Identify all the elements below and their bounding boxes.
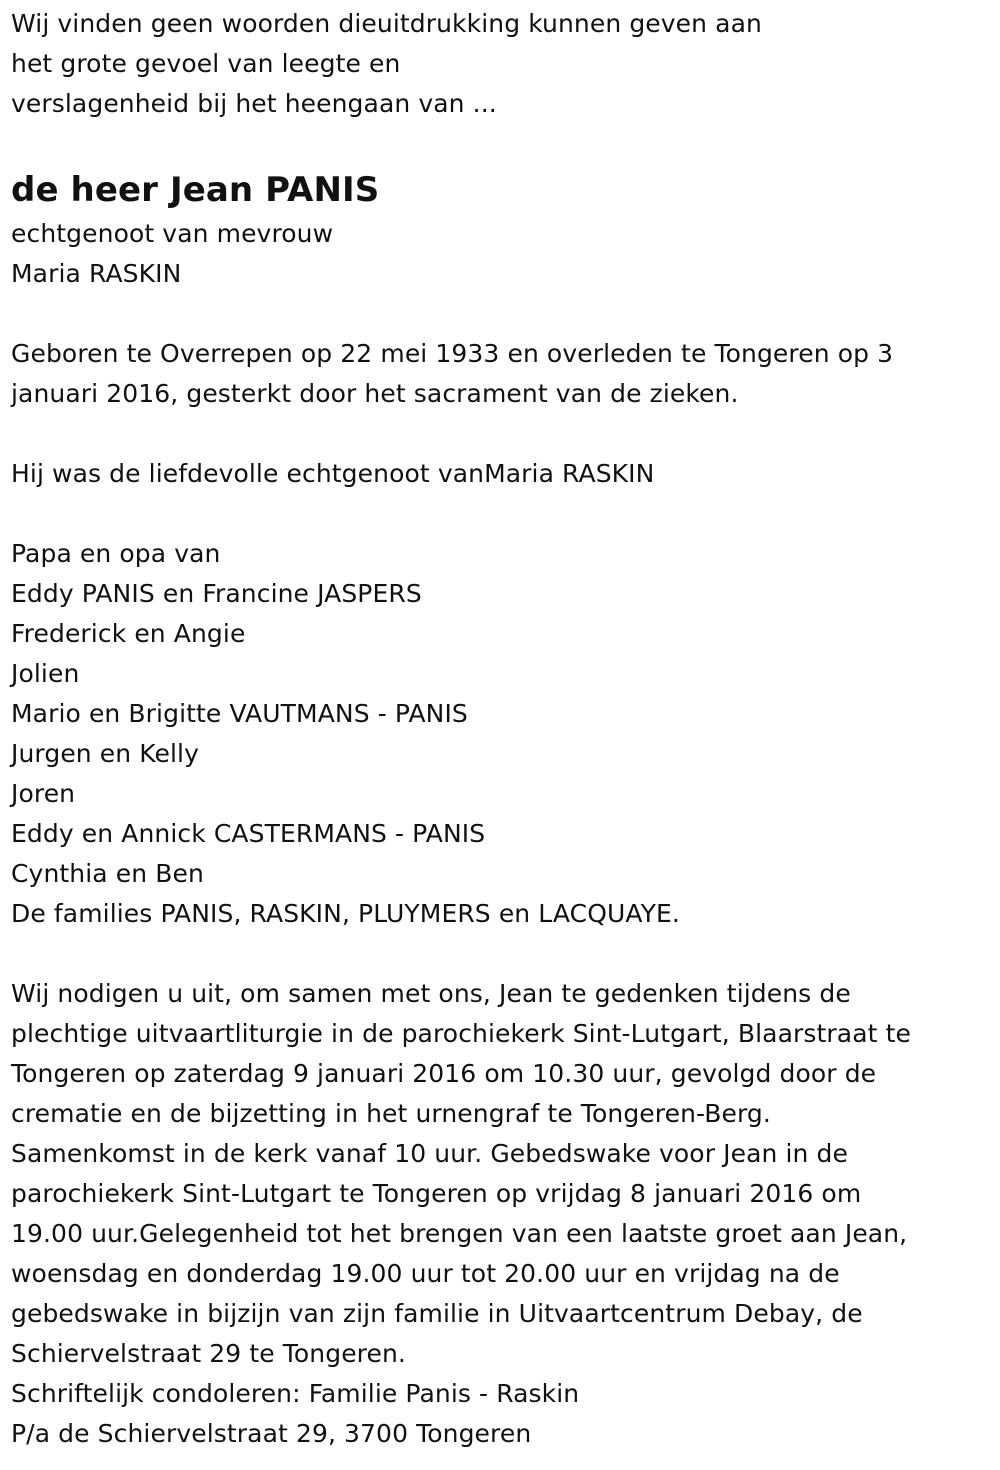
invitation-line: Samenkomst in de kerk vanaf 10 uur. Gebedswake voor Jean in de <box>11 1139 848 1168</box>
deceased-name: de heer Jean PANIS <box>11 170 380 210</box>
intro-paragraph <box>11 4 986 124</box>
invitation-line: Wij nodigen u uit, om samen met ons, Jean te gedenken tijdens de <box>11 979 851 1008</box>
invitation-line: 19.00 uur.Gelegenheid tot het brengen van een laatste groet aan Jean, <box>11 1219 908 1248</box>
family-line: Mario en Brigitte VAUTMANS - PANIS <box>11 699 468 728</box>
spacer <box>11 494 986 534</box>
intro-line: Wij vinden geen woorden dieuitdrukking kunnen geven aan <box>11 9 762 38</box>
family-line: Jurgen en Kelly <box>11 739 199 768</box>
family-line: Cynthia en Ben <box>11 859 204 888</box>
spouse-block <box>11 214 986 294</box>
spacer <box>11 934 986 974</box>
family-line: Joren <box>11 779 76 808</box>
invitation-line: woensdag en donderdag 19.00 uur tot 20.00 uur en vrijdag na de <box>11 1259 840 1288</box>
invitation-line: P/a de Schiervelstraat 29, 3700 Tongeren <box>11 1419 532 1448</box>
family-line: Papa en opa van <box>11 539 221 568</box>
invitation-line: gebedswake in bijzijn van zijn familie in Uitvaartcentrum Debay, de <box>11 1299 863 1328</box>
family-line: Eddy PANIS en Francine JASPERS <box>11 579 422 608</box>
birth-line: januari 2016, gesterkt door het sacrament van de zieken. <box>11 379 739 408</box>
invitation-line: plechtige uitvaartliturgie in de parochiekerk Sint-Lutgart, Blaarstraat te <box>11 1019 911 1048</box>
obituary-document <box>11 4 986 1454</box>
invitation-line: parochiekerk Sint-Lutgart te Tongeren op vrijdag 8 januari 2016 om <box>11 1179 862 1208</box>
spouse-statement: Hij was de liefdevolle echtgenoot vanMaria RASKIN <box>11 459 655 488</box>
spacer <box>11 414 986 454</box>
intro-line: verslagenheid bij het heengaan van ... <box>11 89 497 118</box>
invitation-paragraph <box>11 974 986 1454</box>
invitation-line: Schriftelijk condoleren: Familie Panis - Raskin <box>11 1379 580 1408</box>
birth-paragraph <box>11 334 986 414</box>
spacer <box>11 294 986 334</box>
invitation-line: Tongeren op zaterdag 9 januari 2016 om 10.30 uur, gevolgd door de <box>11 1059 877 1088</box>
family-line: Frederick en Angie <box>11 619 246 648</box>
intro-line: het grote gevoel van leegte en <box>11 49 401 78</box>
family-line: Eddy en Annick CASTERMANS - PANIS <box>11 819 486 848</box>
invitation-line: crematie en de bijzetting in het urnengraf te Tongeren-Berg. <box>11 1099 771 1128</box>
birth-line: Geboren te Overrepen op 22 mei 1933 en overleden te Tongeren op 3 <box>11 339 894 368</box>
invitation-line: Schiervelstraat 29 te Tongeren. <box>11 1339 406 1368</box>
spacer <box>11 124 986 172</box>
spouse-line: Maria RASKIN <box>11 259 182 288</box>
family-list <box>11 534 986 934</box>
family-line: Jolien <box>11 659 80 688</box>
spouse-line: echtgenoot van mevrouw <box>11 219 334 248</box>
family-line: De families PANIS, RASKIN, PLUYMERS en LACQUAYE. <box>11 899 680 928</box>
